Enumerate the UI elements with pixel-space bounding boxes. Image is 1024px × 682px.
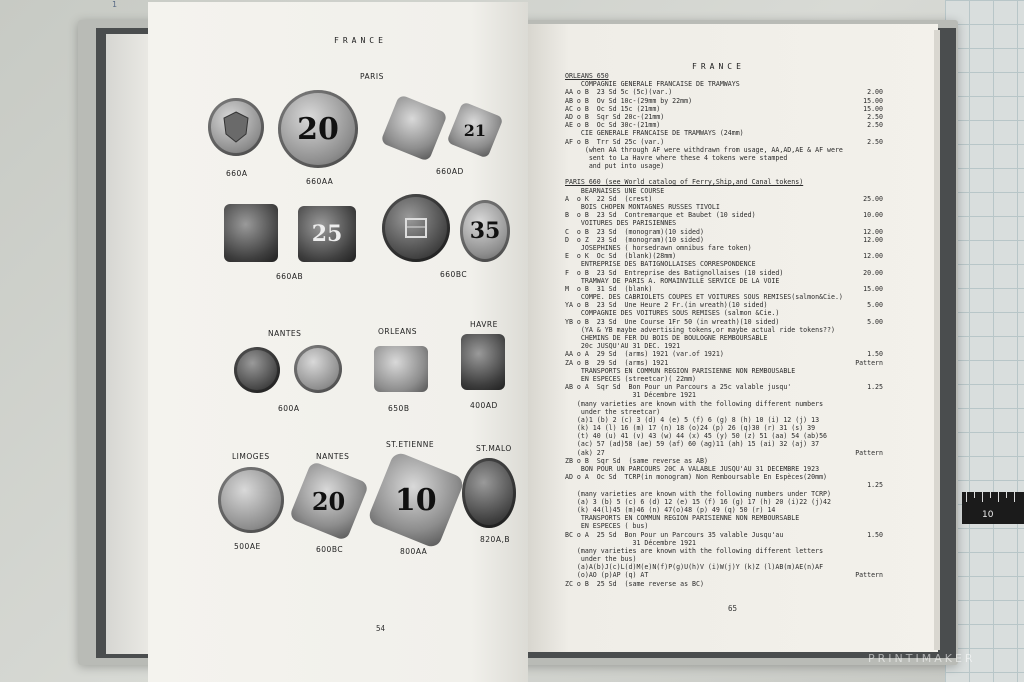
catalog-line-text: 31 Décembre 1921 — [565, 391, 697, 400]
catalog-line-text: ZB o B Sqr Sd (same reverse as AB) — [565, 456, 708, 465]
catalog-line-value: 2.50 — [867, 112, 883, 121]
catalog-line-text: C o B 23 Sd (monogram)(10 sided) — [565, 227, 704, 236]
catalog-line-text: AA o A 29 Sd (arms) 1921 (var.of 1921) — [565, 350, 724, 359]
catalog-line — [565, 80, 925, 88]
token-label: 21 — [463, 120, 487, 140]
catalog-line-value: 10.00 — [863, 211, 883, 220]
catalog-line — [565, 228, 925, 236]
catalog-line — [565, 236, 925, 244]
catalog-line — [565, 113, 925, 121]
token-660a — [208, 98, 264, 156]
catalog-line — [565, 539, 925, 547]
catalog-line — [565, 146, 925, 154]
caption-nantes-1: NANTES — [268, 329, 302, 338]
catalog-line — [565, 350, 925, 358]
catalog-line-text: and put into usage) — [565, 162, 665, 171]
catalog-section-heading — [565, 178, 925, 186]
token-660ad-1 — [380, 94, 448, 162]
catalog-line-text: AB o B Ov Sd 10c-(29mm by 22mm) — [565, 96, 693, 105]
catalog-line-text: (many varieties are known with the following different numbers — [565, 399, 824, 408]
catalog-line-value: 12.00 — [863, 252, 883, 261]
catalog-line — [565, 121, 925, 129]
catalog-line-text: M o B 31 Sd (blank) — [565, 284, 653, 293]
catalog-line — [565, 571, 925, 579]
token-800aa — [367, 451, 466, 550]
catalog-line-text: 20c JUSQU'AU 31 DEC. 1921 — [565, 342, 681, 351]
catalog-line-text: (a) 3 (b) 5 (c) 6 (d) 12 (e) 15 (f) 16 (g) 17 (h) 20 (i)22 (j)42 — [565, 497, 831, 506]
catalog-line — [565, 97, 925, 105]
catalog-line — [565, 580, 925, 588]
catalog-line — [565, 367, 925, 375]
caption-st-malo: ST.MALO — [476, 444, 512, 453]
token-600bc — [289, 461, 370, 542]
catalog-line-text: sent to La Havre where these 4 tokens were stamped — [565, 153, 788, 162]
catalog-line-text: VOITURES DES PARISIENNES — [565, 219, 677, 228]
catalog-line-value: 5.00 — [867, 301, 883, 310]
caption-820ab: 820A,B — [480, 535, 510, 544]
catalog-line-value: 5.00 — [867, 317, 883, 326]
catalog-line-value: 12.00 — [863, 227, 883, 236]
catalog-line-text: YA o B 23 Sd Une Heure 2 Fr.(in wreath)(10 sided) — [565, 301, 768, 310]
catalog-line-text: E o K Oc Sd (blank)(28mm) — [565, 252, 677, 261]
catalog-line-text: (ac) 57 (ad)58 (ae) 59 (af) 60 (ag)11 (ah) 15 (ai) 32 (aj) 37 — [565, 440, 820, 449]
catalog-line — [565, 375, 925, 383]
catalog-line-text: (a)A(b)J(c)L(d)M(e)N(f)P(g)U(h)V (i)W(j)Y (k)Z (l)AB(m)AE(n)AF — [565, 563, 824, 572]
catalog-line-value: 15.00 — [863, 104, 883, 113]
catalog-line — [565, 400, 925, 408]
token-660ab-1 — [224, 204, 278, 262]
left-page-header: FRANCE — [334, 36, 387, 45]
caption-800aa: 800AA — [400, 547, 428, 556]
right-page-header: FRANCE — [692, 62, 745, 71]
left-page — [148, 2, 528, 682]
catalog-line — [565, 555, 925, 563]
token-660bc-2: 35 — [460, 200, 510, 262]
caption-600bc: 600BC — [316, 545, 344, 554]
catalog-line-value: 15.00 — [863, 96, 883, 105]
catalog-line — [565, 203, 925, 211]
catalog-line — [565, 457, 925, 465]
catalog-line — [565, 498, 925, 506]
catalog-line-value: 1.25 — [867, 383, 883, 392]
crest-icon — [221, 110, 251, 144]
catalog-line — [565, 162, 925, 170]
token-400ad — [461, 334, 505, 390]
catalog-line-text: CIE GENERALE FRANCAISE DE TRAMWAYS (24mm) — [565, 129, 744, 138]
catalog-line-text: CHEMINS DE FER DU BOIS DE BOULOGNE REMBOURSABLE — [565, 334, 768, 342]
catalog-line-value: 12.00 — [863, 235, 883, 244]
catalog-line — [565, 481, 925, 489]
caption-500ae: 500AE — [234, 542, 261, 551]
catalog-line — [565, 129, 925, 137]
catalog-line-text: ORLEANS 650 — [565, 72, 609, 80]
catalog-line — [565, 506, 925, 514]
right-page-edge — [934, 30, 940, 650]
catalog-line — [565, 383, 925, 391]
token-660aa: 20 — [278, 90, 358, 168]
catalog-line-value: Pattern — [855, 571, 883, 580]
catalog-line — [565, 277, 925, 285]
catalog-line-value: 25.00 — [863, 194, 883, 203]
ruler — [962, 492, 1024, 524]
catalog-line — [565, 408, 925, 416]
catalog-line-text: F o B 23 Sd Entreprise des Batignollaises (10 sided) — [565, 268, 784, 277]
catalog-line — [565, 465, 925, 473]
caption-paris: PARIS — [360, 72, 384, 81]
catalog-line — [565, 195, 925, 203]
catalog-line-text: (many varieties are known with the following numbers under TCRP) — [565, 489, 831, 498]
catalog-line-text: AB o A Sqr Sd Bon Pour un Parcours a 25c valable jusqu' — [565, 383, 792, 392]
ruler-label: 10 — [982, 510, 994, 520]
catalog-line — [565, 269, 925, 277]
catalog-line-value: 20.00 — [863, 268, 883, 277]
catalog-line — [565, 359, 925, 367]
catalog-line-text: TRANSPORTS EN COMMUN REGION PARISIENNE NON REMBOURSABLE — [565, 514, 800, 523]
catalog-line — [565, 138, 925, 146]
token-660ad-2 — [446, 101, 503, 158]
caption-650b: 650B — [388, 404, 410, 413]
caption-orleans: ORLEANS — [378, 327, 418, 336]
catalog-line-text: AC o B Oc Sd 15c (21mm) — [565, 104, 661, 113]
catalog-line — [565, 326, 925, 334]
catalog-line — [565, 105, 925, 113]
catalog-line-text: ENTREPRISE DES BATIGNOLLAISES CORRESPONDENCE — [565, 260, 756, 269]
catalog-line-text: TRAMWAY DE PARIS A. ROMAINVILLE SERVICE DE LA VOIE — [565, 276, 780, 285]
catalog-listing — [565, 72, 925, 588]
catalog-line — [565, 449, 925, 457]
catalog-line-text: (t) 40 (u) 41 (v) 43 (w) 44 (x) 45 (y) 50 (z) 51 (aa) 54 (ab)56 — [565, 432, 828, 441]
catalog-line-text: ZA o B 29 Sd (arms) 1921 — [565, 358, 669, 367]
catalog-line-text: TRANSPORTS EN COMMUN REGION PARISIENNE NON REMBOUSABLE — [565, 366, 796, 375]
caption-400ad: 400AD — [470, 401, 498, 410]
catalog-line — [565, 260, 925, 268]
catalog-line-text: 31 Décembre 1921 — [565, 538, 697, 547]
catalog-line-value: 15.00 — [863, 284, 883, 293]
catalog-line-text: B o B 23 Sd Contremarque et Baubet (10 sided) — [565, 211, 756, 220]
catalog-line — [565, 301, 925, 309]
catalog-line-text: AD o B Sqr Sd 20c-(21mm) — [565, 112, 665, 121]
catalog-line — [565, 318, 925, 326]
catalog-line-text: BC o A 25 Sd Bon Pour un Parcours 35 valable Jusqu'au — [565, 530, 784, 539]
token-660bc-1 — [382, 194, 450, 262]
catalog-line — [565, 391, 925, 399]
catalog-line — [565, 432, 925, 440]
catalog-line-text: (k) 44(l)45 (m)46 (n) 47(o)48 (p) 49 (q) 50 (r) 14 — [565, 505, 776, 514]
caption-st-etienne: ST.ETIENNE — [386, 440, 435, 449]
caption-660bc: 660BC — [440, 270, 468, 279]
caption-limoges: LIMOGES — [232, 452, 270, 461]
catalog-line — [565, 522, 925, 530]
catalog-line — [565, 531, 925, 539]
catalog-line — [565, 309, 925, 317]
catalog-line — [565, 334, 925, 342]
catalog-line — [565, 473, 925, 481]
catalog-line — [565, 342, 925, 350]
catalog-line — [565, 252, 925, 260]
catalog-line — [565, 244, 925, 252]
caption-660aa: 660AA — [306, 177, 334, 186]
caption-havre: HAVRE — [470, 320, 498, 329]
token-600a-2 — [294, 345, 342, 393]
catalog-line-text: EN ESPECES (streetcar)( 22mm) — [565, 374, 697, 383]
tram-icon — [401, 213, 431, 243]
catalog-line-text: YB o B 23 Sd Une Course 1Fr 50 (in wreath)(10 sided) — [565, 317, 780, 326]
catalog-line — [565, 219, 925, 227]
catalog-line-value: 2.00 — [867, 88, 883, 97]
catalog-line — [565, 424, 925, 432]
catalog-line-text: ZC o B 25 Sd (same reverse as BC) — [565, 579, 704, 588]
catalog-line — [565, 187, 925, 195]
catalog-line — [565, 170, 925, 178]
catalog-line — [565, 514, 925, 522]
token-label: 10 — [395, 482, 437, 518]
catalog-line-value: 1.50 — [867, 530, 883, 539]
catalog-line — [565, 211, 925, 219]
catalog-line-text: COMPE. DES CABRIOLETS COUPES ET VOITURES SOUS REMISES(salmon&Cie.) — [565, 293, 843, 302]
catalog-line-value: 2.50 — [867, 121, 883, 130]
catalog-line-text: AE o B Oc Sd 30c-(21mm) — [565, 121, 661, 130]
catalog-line-value: Pattern — [855, 448, 883, 457]
token-600a-1 — [234, 347, 280, 393]
catalog-line-text: EN ESPECES ( bus) — [565, 522, 649, 531]
token-820ab — [462, 458, 516, 528]
catalog-line-text: A o K 22 Sd (crest) — [565, 194, 653, 203]
catalog-line — [565, 490, 925, 498]
catalog-line-text: PARIS 660 (see World catalog of Ferry,Ship,and Canal tokens) — [565, 178, 804, 187]
catalog-line — [565, 285, 925, 293]
catalog-line-text: (ak) 27 — [565, 448, 605, 457]
catalog-line-text: (o)AO (p)AP (q) AT — [565, 571, 649, 580]
catalog-line-text: under the bus) — [565, 555, 637, 564]
token-label: 20 — [312, 486, 346, 516]
caption-660ad: 660AD — [436, 167, 464, 176]
catalog-line-text: BOIS CHOPEN MONTAGNES RUSSES TIVOLI — [565, 203, 720, 211]
catalog-line-text: (many varieties are known with the following different letters — [565, 546, 824, 555]
catalog-line — [565, 416, 925, 424]
right-page-number: 65 — [728, 604, 738, 613]
token-660ab-2: 25 — [298, 206, 356, 262]
token-500ae — [218, 467, 284, 533]
caption-660a: 660A — [226, 169, 248, 178]
catalog-line-text: AF o B Trr Sd 25c (var.) — [565, 137, 665, 146]
catalog-line — [565, 440, 925, 448]
catalog-line — [565, 293, 925, 301]
catalog-line-text: AA o B 23 Sd 5c (5c)(var.) — [565, 88, 673, 97]
catalog-line-value: Pattern — [855, 358, 883, 367]
caption-660ab: 660AB — [276, 272, 304, 281]
catalog-line — [565, 154, 925, 162]
catalog-line-value: 1.25 — [867, 481, 883, 490]
catalog-line — [565, 88, 925, 96]
catalog-line-text: (YA & YB maybe advertising tokens,or maybe actual ride tokens??) — [565, 325, 835, 334]
catalog-line-text: BEARNAISES UNE COURSE — [565, 186, 665, 195]
catalog-line-text: COMPAGNIE DES VOITURES SOUS REMISES (salmon &Cie.) — [565, 309, 780, 318]
catalog-line-text: (a)1 (b) 2 (c) 3 (d) 4 (e) 5 (f) 6 (g) 8 (h) 10 (i) 12 (j) 13 — [565, 415, 820, 424]
page-stack — [106, 34, 154, 654]
caption-nantes-2: NANTES — [316, 452, 350, 461]
catalog-line-text: BON POUR UN PARCOURS 20C A VALABLE JUSQU'AU 31 DECEMBRE 1923 — [565, 465, 820, 473]
catalog-line-text: COMPAGNIE GENERALE FRANCAISE DE TRAMWAYS — [565, 80, 740, 89]
catalog-section-heading — [565, 72, 925, 80]
caption-600a: 600A — [278, 404, 300, 413]
catalog-line-text: AD o A Oc Sd TCRP(in monogram) Non Remboursable En Espèces(20mm) — [565, 473, 828, 482]
catalog-line-value: 2.50 — [867, 137, 883, 146]
mat-corner-mark: 1 — [112, 0, 118, 9]
catalog-line-text: (k) 14 (l) 16 (m) 17 (n) 18 (o)24 (p) 26 (q)30 (r) 31 (s) 39 — [565, 424, 816, 433]
catalog-line-text: (when AA through AF were withdrawn from usage, AA,AD,AE & AF were — [565, 145, 843, 154]
catalog-line — [565, 563, 925, 571]
catalog-line-text: D o Z 23 Sd (monogram)(10 sided) — [565, 235, 704, 244]
catalog-line-text: JOSEPHINES ( horsedrawn omnibus fare token) — [565, 243, 752, 252]
left-page-number: 54 — [376, 624, 386, 633]
token-650b — [374, 346, 428, 392]
catalog-line-value: 1.50 — [867, 350, 883, 359]
watermark: PRINTIMAKER — [868, 652, 976, 665]
catalog-line — [565, 547, 925, 555]
catalog-line-text: under the streetcar) — [565, 407, 661, 416]
